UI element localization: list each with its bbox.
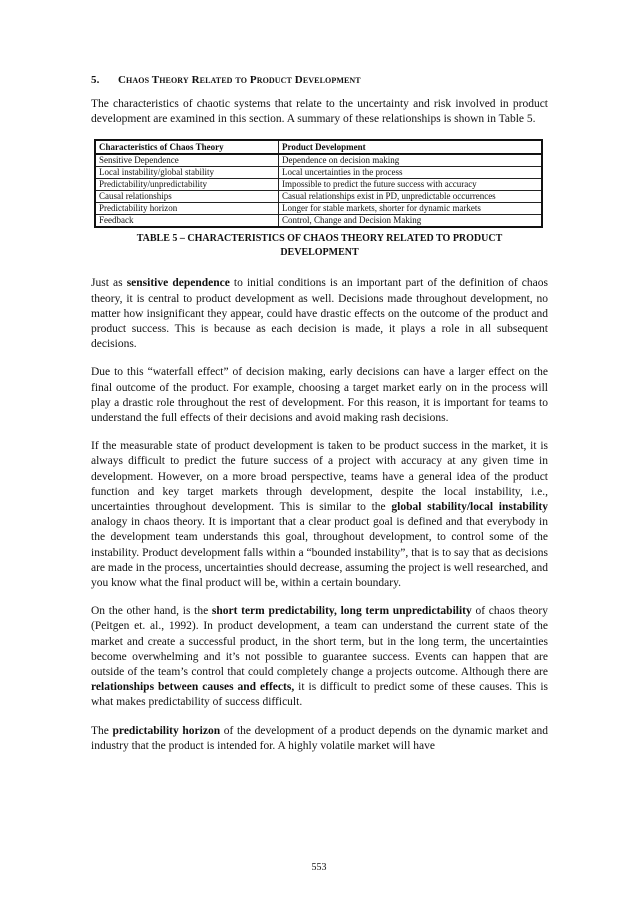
bold-term: global stability/local instability xyxy=(391,501,548,514)
table-cell: Feedback xyxy=(95,215,279,228)
text-run: On the other hand, is the xyxy=(91,605,212,618)
table-cell: Causal relationships xyxy=(95,191,279,203)
table-row xyxy=(95,203,542,215)
text-run: of the development of a product depends on the dynamic market and industry that the product is intended for. A highly volatile market will have xyxy=(91,724,548,752)
paper-page xyxy=(91,74,548,767)
section-number: 5. xyxy=(91,74,100,86)
text-run: If the measurable state of product development is taken to be product success in the market, it is always difficult to predict the future success of a project with accuracy at any given time in development. However, on a more broad perspective, teams have a general idea of the product function and key target markets through development, despite the local instability, i.e., uncertainties throughout development. This is similar to the xyxy=(91,440,548,514)
table-cell: Casual relationships exist in PD, unpredictable occurrences xyxy=(279,191,543,203)
text-run: to initial conditions is an important part of the definition of chaos theory, it is central to product development as well. Decisions made throughout development, no matter how insignificant they appear, could have drastic effects on the outcome of the product and product success. This is because as each decision is made, it plays a role in all subsequent decisions. xyxy=(91,277,548,351)
table-row xyxy=(95,167,542,179)
text-run: analogy in chaos theory. It is important that a clear product goal is defined and that everybody in the development team understands this goal, throughout development, to control some of the instability. Product development falls within a “bounded instability”, that is to say that as decisions are made in the process, uncertainties should decrease, assuming the project is well researched, and you know what the final product will be, within a certain boundary. xyxy=(91,516,548,590)
paragraph-sensitive-dependence xyxy=(91,276,548,352)
paragraph-predictability xyxy=(91,604,548,710)
table-header-row xyxy=(95,140,542,154)
table-cell: Sensitive Dependence xyxy=(95,154,279,167)
table-cell: Dependence on decision making xyxy=(279,154,543,167)
table-row xyxy=(95,215,542,228)
paragraph-global-stability xyxy=(91,439,548,591)
text-run: it is difficult to predict some of these causes. This is what makes predictability of success difficult. xyxy=(91,681,548,709)
table-caption xyxy=(91,232,548,260)
table-5 xyxy=(94,139,543,228)
table-row xyxy=(95,154,542,167)
paragraph-waterfall-effect: Due to this “waterfall effect” of decision making, early decisions can have a larger effect on the final outcome of the product. For example, choosing a target market early on in the process will play a drastic role throughout the rest of development. For this reason, it is important for teams to understand the full effects of their decisions and avoid making rash decisions. xyxy=(91,366,548,425)
table-row xyxy=(95,191,542,203)
paragraph-predictability-horizon xyxy=(91,724,548,754)
table-cell: Predictability horizon xyxy=(95,203,279,215)
bold-term: predictability horizon xyxy=(112,724,221,737)
page-number: 553 xyxy=(311,862,327,873)
table-cell: Impossible to predict the future success with accuracy xyxy=(279,179,543,191)
text-run: The xyxy=(91,724,113,737)
section-title: Chaos Theory Related to Product Development xyxy=(118,74,361,86)
table-cell: Predictability/unpredictability xyxy=(95,179,279,191)
table-caption-line2: DEVELOPMENT xyxy=(280,247,359,259)
table-cell: Longer for stable markets, shorter for dynamic markets xyxy=(279,203,543,215)
table-cell: Local instability/global stability xyxy=(95,167,279,179)
table-header-pd: Product Development xyxy=(279,140,543,154)
bold-term: relationships between causes and effects, xyxy=(91,681,295,694)
intro-paragraph: The characteristics of chaotic systems that relate to the uncertainty and risk involved in product development are examined in this section. A summary of these relationships is shown in Table 5. xyxy=(91,98,548,126)
table-header-chaos: Characteristics of Chaos Theory xyxy=(95,140,279,154)
bold-term: short term predictability, long term unpredictability xyxy=(211,605,472,618)
section-heading xyxy=(91,74,548,86)
table-cell: Local uncertainties in the process xyxy=(279,167,543,179)
table-cell: Control, Change and Decision Making xyxy=(279,215,543,228)
bold-term: sensitive dependence xyxy=(126,277,230,290)
text-run: Just as xyxy=(91,277,127,290)
table-row xyxy=(95,179,542,191)
table-caption-line1: TABLE 5 – CHARACTERISTICS OF CHAOS THEORY RELATED TO PRODUCT xyxy=(136,233,503,245)
text-run: of chaos theory (Peitgen et. al., 1992). In product development, a team can understand the current state of the market and create a successful product, in the short term, but in the long term, the uncertainties become overwhelming and it’s not possible to guarantee success. Events can happen that are outside of the team’s control that could completely change a projects outcome. Although there are xyxy=(91,605,548,679)
